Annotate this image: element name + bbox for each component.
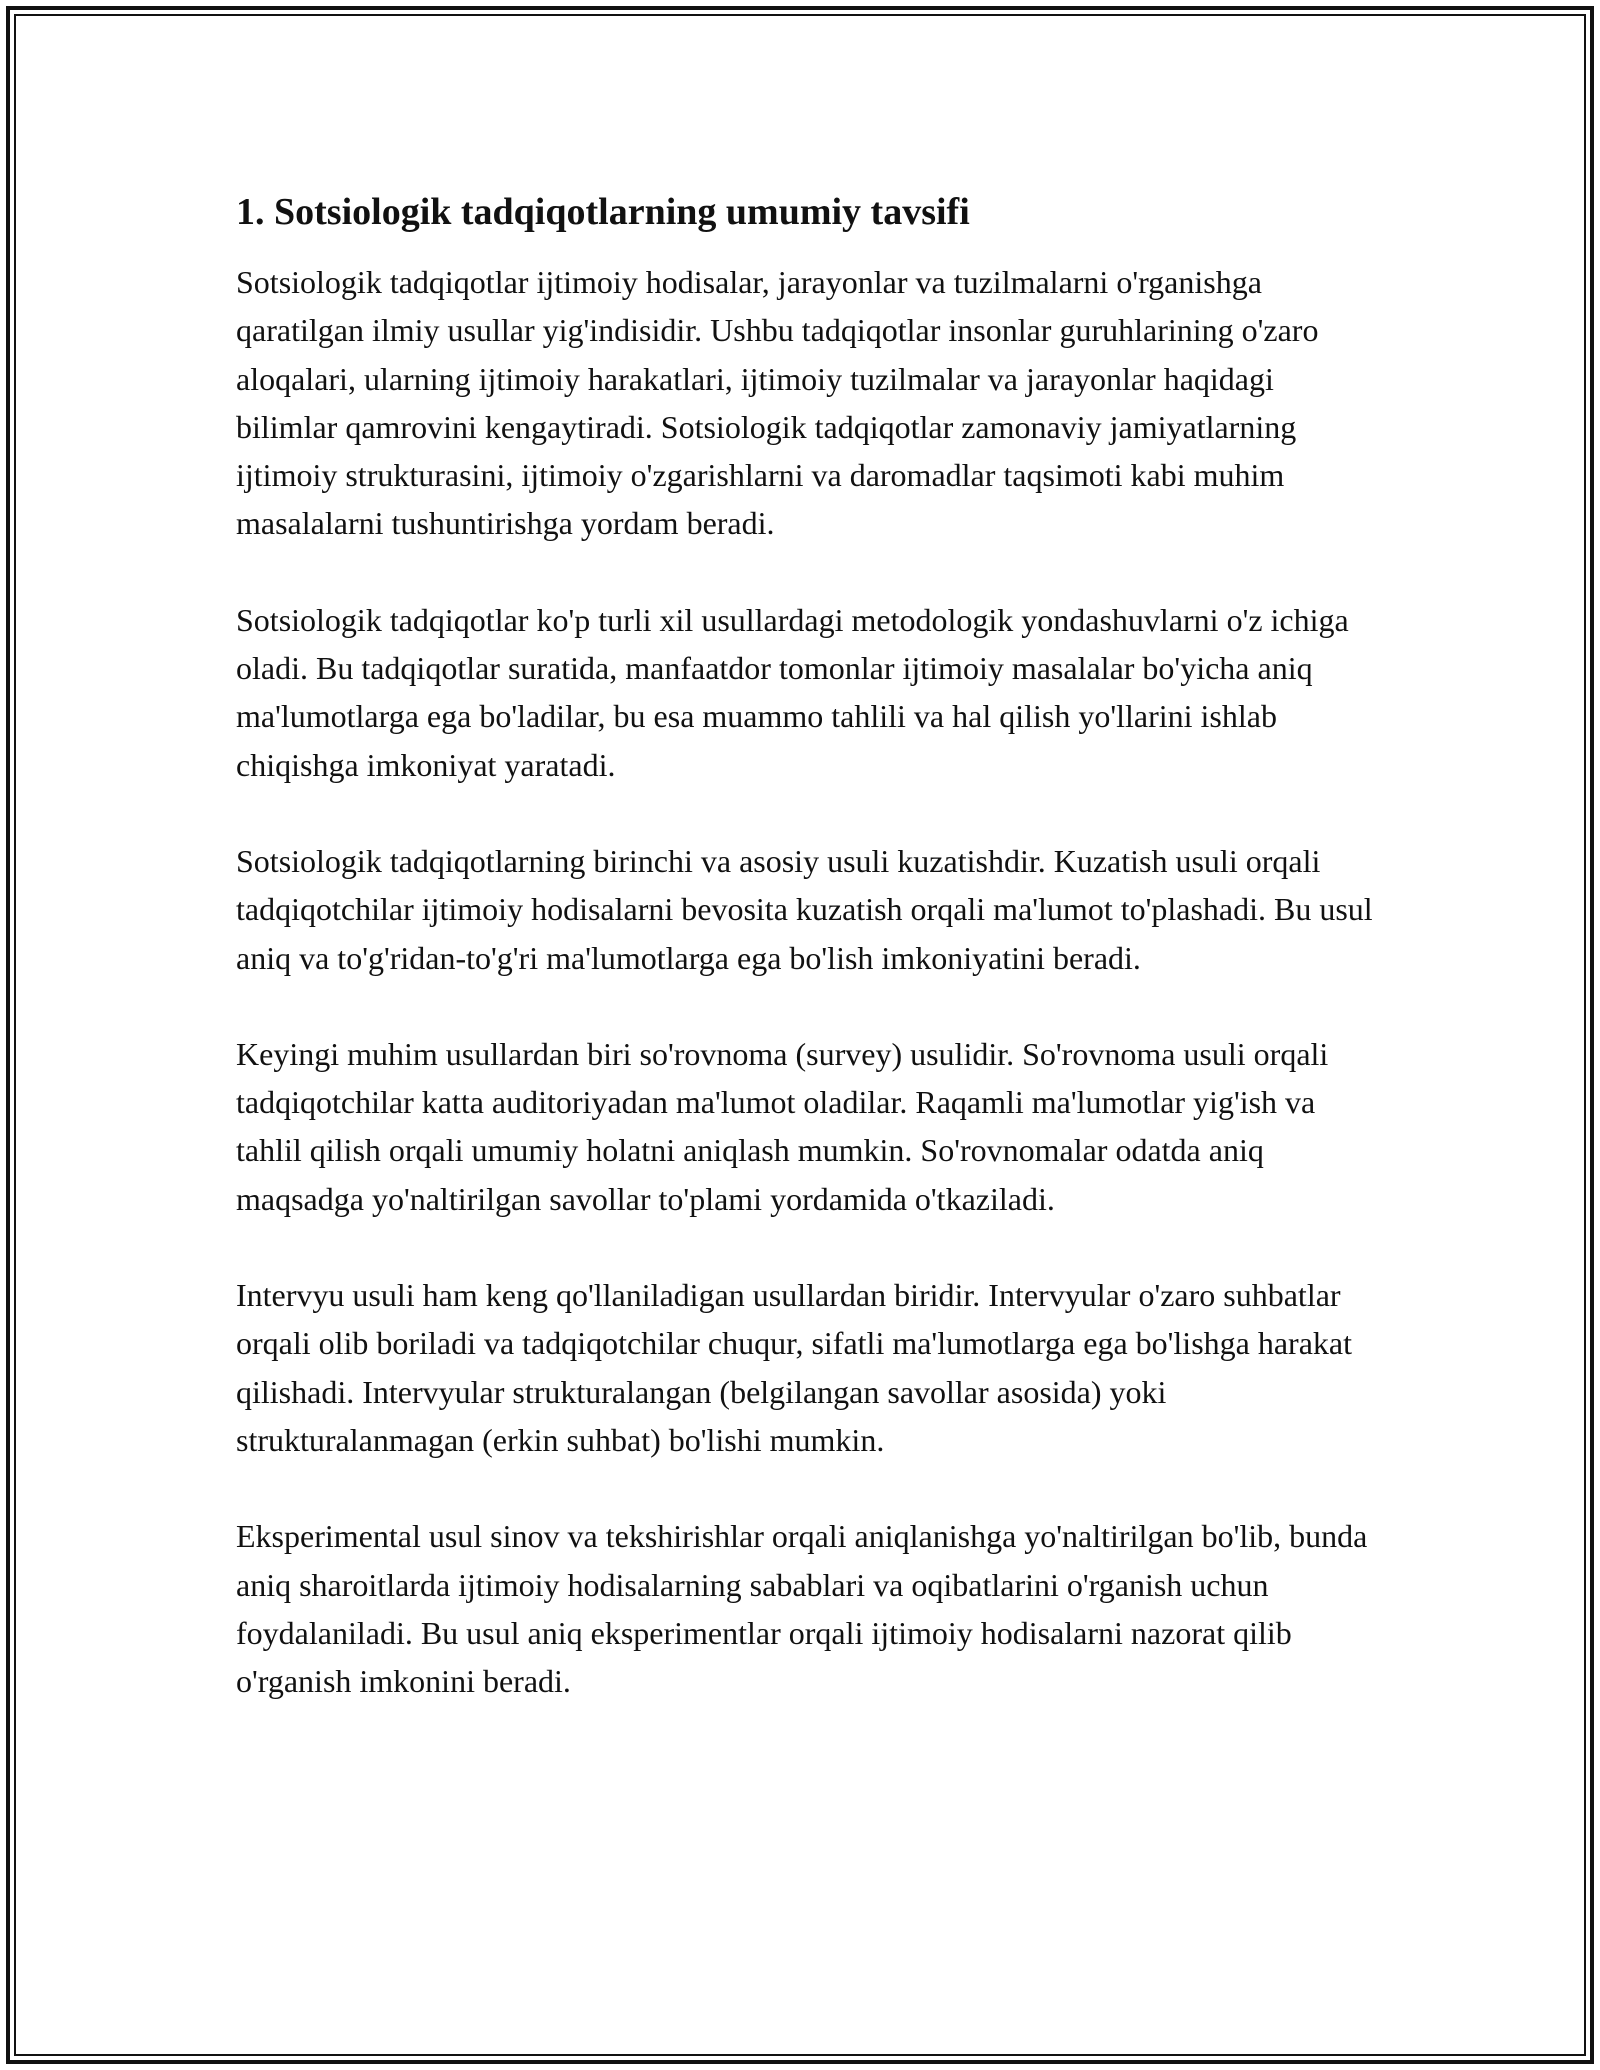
document-body: [236, 188, 1376, 1753]
paragraph-5: Intervyu usuli ham keng qo'llaniladigan usullardan biridir. Intervyular o'zaro suhbatlar orqali olib boriladi va tadqiqotchilar chuqur, sifatli ma'lumotlarga ega bo'lishga harakat qilishadi. Intervyular strukturalangan (belgilangan savollar asosida) yoki strukturalanmagan (erkin suhbat) bo'lishi mumkin.: [236, 1277, 1352, 1458]
paragraph-6: Eksperimental usul sinov va tekshirishlar orqali aniqlanishga yo'naltirilgan bo'lib, bunda aniq sharoitlarda ijtimoiy hodisalarning sabablari va oqibatlarini o'rganish uchun foydalaniladi. Bu usul aniq eksperimentlar orqali ijtimoiy hodisalarni nazorat qilib o'rganish imkonini beradi.: [236, 1518, 1368, 1700]
paragraph-4: Keyingi muhim usullardan biri so'rovnoma (survey) usulidir. So'rovnoma usuli orqali tadqiqotchilar katta auditoriyadan ma'lumot oladilar. Raqamli ma'lumotlar yig'ish va tahlil qilish orqali umumiy holatni aniqlash mumkin. So'rovnomalar odatda aniq maqsadga yo'naltirilgan savollar to'plami yordamida o'tkaziladi.: [236, 1035, 1329, 1217]
paragraph-3: Sotsiologik tadqiqotlarning birinchi va asosiy usuli kuzatishdir. Kuzatish usuli orqali tadqiqotchilar ijtimoiy hodisalarni bevosita kuzatish orqali ma'lumot to'plashadi. Bu usul aniq va to'g'ridan-to'g'ri ma'lumotlarga ega bo'lish imkoniyatini beradi.: [236, 842, 1373, 976]
section-heading: 1. Sotsiologik tadqiqotlarning umumiy tavsifi: [236, 191, 970, 233]
paragraph-2: Sotsiologik tadqiqotlar ko'p turli xil usullardagi metodologik yondashuvlarni o'z ichiga oladi. Bu tadqiqotlar suratida, manfaatdor tomonlar ijtimoiy masalalar bo'yicha aniq ma'lumotlarga ega bo'ladilar, bu esa muammo tahlili va hal qilish yo'llarini ishlab chiqishga imkoniyat yaratadi.: [236, 601, 1349, 783]
paragraph-1: Sotsiologik tadqiqotlar ijtimoiy hodisalar, jarayonlar va tuzilmalarni o'rganishga qaratilgan ilmiy usullar yig'indisidir. Ushbu tadqiqotlar insonlar guruhlarining o'zaro aloqalari, ularning ijtimoiy harakatlari, ijtimoiy tuzilmalar va jarayonlar haqidagi bilimlar qamrovini kengaytiradi. Sotsiologik tadqiqotlar zamonaviy jamiyatlarning ijtimoiy strukturasini, ijtimoiy o'zgarishlarni va daromadlar taqsimoti kabi muhim masalalarni tushuntirishga yordam beradi.: [236, 264, 1319, 542]
